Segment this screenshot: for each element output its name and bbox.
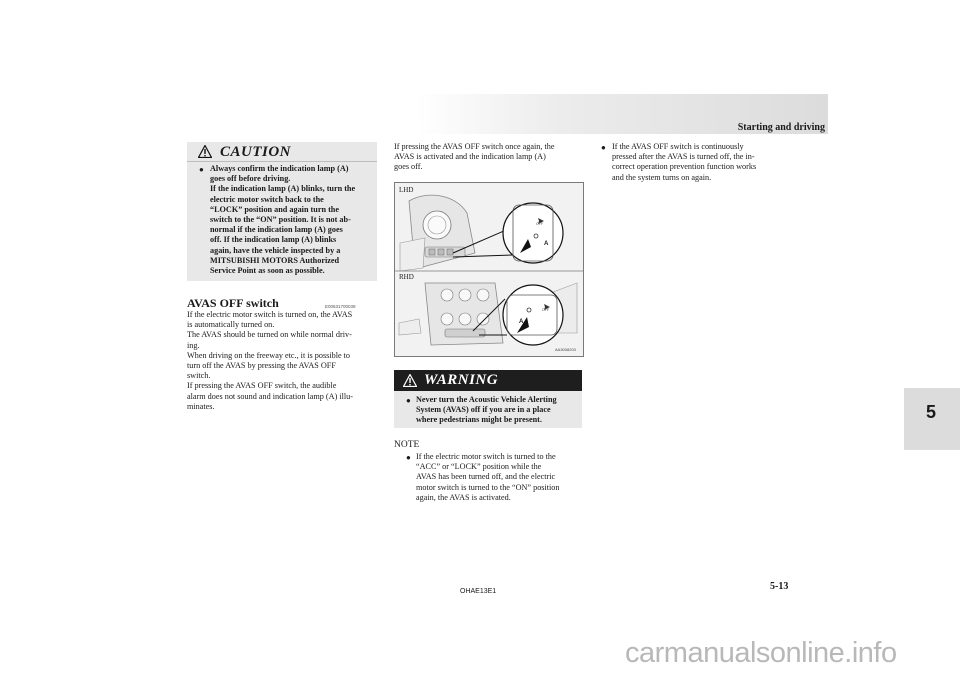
- warning-text: Never turn the Acoustic Vehicle Alerting System (AVAS) off if you are in a place where pedestrians might be present.: [416, 395, 557, 425]
- bullet-icon: ●: [406, 396, 411, 405]
- figure-callout-a-lhd: A: [544, 241, 549, 247]
- caution-divider: [187, 161, 377, 162]
- section-heading: AVAS OFF switch: [187, 296, 279, 310]
- warning-title: WARNING: [424, 372, 499, 388]
- section-code: E00631700039: [325, 304, 356, 309]
- caution-text: Always confirm the indication lamp (A) goes off before driving. If the indication lamp (A) blinks, turn the electric motor switch back to the “LOCK” position and again turn the switch to the “ON” position. It is not ab- normal if the indication lamp (A) goes off. If the indication lamp (A) blinks again, have the vehicle inspected by a MITSUBISHI MOTORS Authorized Service Point as soon as possible.: [210, 164, 356, 276]
- note-text: If the electric motor switch is turned to the “ACC” or “LOCK” position while the AVAS has been turned off, and the electric motor switch is turned to the “ON” position again, the AVAS is activated.: [416, 452, 560, 502]
- figure-lhd-label: LHD: [399, 186, 414, 194]
- figure-rhd-label: RHD: [399, 273, 414, 281]
- bullet-icon: ●: [406, 453, 411, 462]
- bullet-icon: ●: [199, 165, 204, 174]
- right-column-text: If the AVAS OFF switch is continuously pressed after the AVAS is turned off, the in- correct operation prevention function works and the system turns on again.: [612, 142, 757, 182]
- warning-triangle-icon: [403, 374, 417, 387]
- switch-text-rhd: OFF: [542, 308, 549, 312]
- dashboard-illustration: [395, 183, 583, 356]
- section-header-title: Starting and driving: [737, 122, 825, 133]
- rhd-dashboard-drawing: [399, 283, 577, 345]
- chapter-tab-number: 5: [925, 402, 936, 422]
- warning-triangle-icon: [198, 145, 212, 158]
- figure-code: AA3008203: [555, 347, 576, 352]
- figure-callout-a-rhd: A: [519, 319, 524, 325]
- middle-intro-text: If pressing the AVAS OFF switch once again, the AVAS is activated and the indication lamp (A) goes off.: [394, 142, 555, 172]
- section-body: If the electric motor switch is turned on, the AVAS is automatically turned on. The AVAS should be turned on while normal driv- ing. When driving on the freeway etc., it is possible to turn off the AVAS by pressing the AVAS OFF switch. If pressing the AVAS OFF switch, the audible alarm does not sound and indication lamp (A) illu- minates.: [187, 310, 353, 411]
- watermark: carmanualsonline.info: [625, 637, 897, 669]
- lhd-dashboard-drawing: [400, 195, 563, 271]
- dashboard-figure: [394, 182, 584, 357]
- note-label: NOTE: [394, 440, 420, 450]
- bullet-icon: ●: [601, 143, 606, 152]
- switch-text-lhd: OFF: [536, 222, 543, 226]
- caution-title: CAUTION: [220, 144, 292, 160]
- page-number: 5-13: [770, 581, 789, 592]
- footer-manual-code: OHAE13E1: [460, 588, 497, 595]
